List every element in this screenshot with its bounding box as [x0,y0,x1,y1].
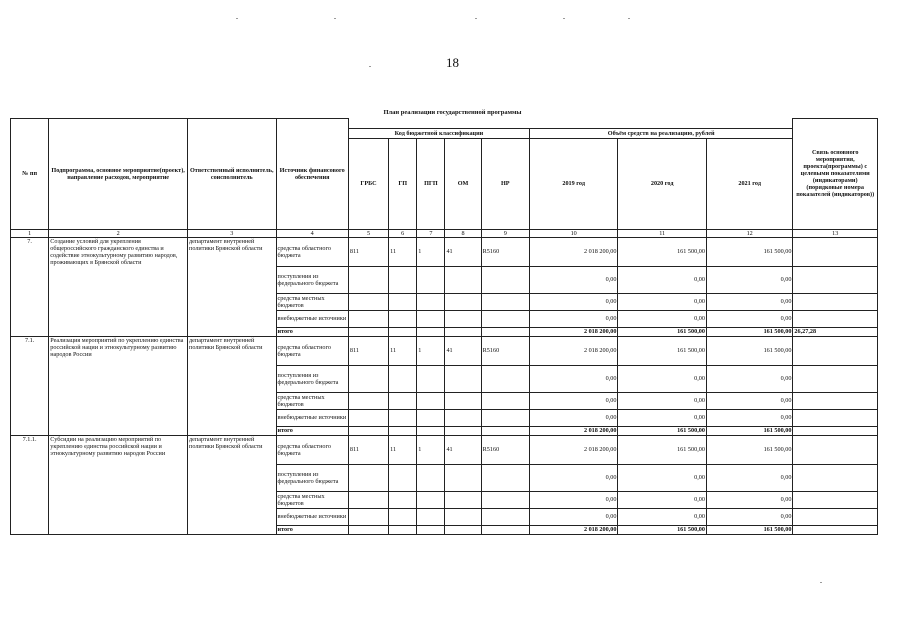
np-cell [481,310,529,327]
source-cell: итого [276,327,348,336]
amount-2020-cell: 0,00 [618,491,707,508]
amount-2019-cell: 0,00 [529,508,618,525]
grbs-cell [348,293,388,310]
source-cell: внебюджетные источники [276,310,348,327]
page-title: План реализации государственной программы [383,109,522,116]
amount-2020-cell: 0,00 [618,365,707,392]
amount-2021-cell: 0,00 [706,310,792,327]
amount-2019-cell: 0,00 [529,392,618,409]
column-number: 7 [417,229,445,237]
scan-speck [628,18,630,19]
amount-2021-cell: 161 500,00 [706,435,792,464]
indicator-link-cell [793,310,878,327]
amount-2019-cell: 0,00 [529,365,618,392]
om-cell [445,310,481,327]
page-number: 18 [446,55,459,70]
header-np: НР [481,138,529,229]
amount-2021-cell: 0,00 [706,365,792,392]
amount-2020-cell: 0,00 [618,392,707,409]
om-cell [445,327,481,336]
gp-cell [389,293,417,310]
column-number: 11 [618,229,707,237]
amount-2019-cell: 2 018 200,00 [529,435,618,464]
header-source: Источник финансового обеспечения [276,119,348,230]
header-kbk-group: Код бюджетной классификации [348,128,529,138]
amount-2019-cell: 2 018 200,00 [529,336,618,365]
amount-2021-cell: 161 500,00 [706,237,792,266]
header-volume-group: Объём средств на реализацию, рублей [529,128,792,138]
amount-2021-cell: 0,00 [706,409,792,426]
grbs-cell: 811 [348,435,388,464]
om-cell [445,426,481,435]
pgp-cell [417,310,445,327]
source-cell: поступления из федерального бюджета [276,464,348,491]
source-cell: итого [276,426,348,435]
pgp-cell [417,525,445,534]
amount-2021-cell: 161 500,00 [706,426,792,435]
np-cell [481,508,529,525]
grbs-cell [348,409,388,426]
pgp-cell [417,426,445,435]
gp-cell [389,266,417,293]
amount-2019-cell: 2 018 200,00 [529,237,618,266]
scan-speck [475,18,477,19]
om-cell: 41 [445,336,481,365]
amount-2019-cell: 0,00 [529,491,618,508]
header-2019: 2019 год [529,138,618,229]
column-number: 6 [389,229,417,237]
scan-speck [334,18,336,19]
column-number: 13 [793,229,878,237]
source-cell: внебюджетные источники [276,508,348,525]
indicator-link-cell [793,508,878,525]
grbs-cell [348,310,388,327]
responsible-executor: департамент внутренней политики Брянской области [188,237,277,336]
amount-2021-cell: 0,00 [706,293,792,310]
header-name: Подпрограмма, основное мероприятие(проект), направление расходов, мероприятие [49,119,188,230]
grbs-cell [348,491,388,508]
header-grbs: ГРБС [348,138,388,229]
header-pgp: ПГП [417,138,445,229]
amount-2020-cell: 0,00 [618,310,707,327]
grbs-cell: 811 [348,336,388,365]
source-cell: средства областного бюджета [276,435,348,464]
source-row-regional [11,435,878,464]
np-cell: R5160 [481,336,529,365]
indicator-link-cell [793,491,878,508]
amount-2019-cell: 0,00 [529,266,618,293]
np-cell [481,365,529,392]
row-number: 7.1. [11,336,49,435]
amount-2020-cell: 161 500,00 [618,237,707,266]
amount-2019-cell: 0,00 [529,310,618,327]
indicator-link-cell [793,336,878,365]
np-cell [481,409,529,426]
np-cell [481,525,529,534]
grbs-cell [348,392,388,409]
indicator-link-cell [793,237,878,266]
grbs-cell [348,327,388,336]
np-cell: R5160 [481,237,529,266]
source-row-regional [11,237,878,266]
amount-2021-cell: 0,00 [706,266,792,293]
source-cell: поступления из федерального бюджета [276,266,348,293]
pgp-cell [417,464,445,491]
pgp-cell [417,365,445,392]
header-om: ОМ [445,138,481,229]
np-cell: R5160 [481,435,529,464]
grbs-cell [348,426,388,435]
amount-2020-cell: 161 500,00 [618,435,707,464]
source-cell: средства областного бюджета [276,336,348,365]
amount-2021-cell: 161 500,00 [706,327,792,336]
amount-2020-cell: 161 500,00 [618,327,707,336]
source-cell: средства местных бюджетов [276,392,348,409]
grbs-cell [348,365,388,392]
indicator-link-cell [793,266,878,293]
pgp-cell [417,409,445,426]
pgp-cell [417,327,445,336]
header-executor: Ответственный исполнитель, соисполнитель [188,119,277,230]
amount-2021-cell: 0,00 [706,508,792,525]
source-row-regional [11,336,878,365]
indicator-link-cell [793,426,878,435]
gp-cell [389,508,417,525]
np-cell [481,266,529,293]
amount-2019-cell: 0,00 [529,464,618,491]
om-cell [445,491,481,508]
column-number: 3 [188,229,277,237]
pgp-cell: 1 [417,435,445,464]
gp-cell [389,426,417,435]
np-cell [481,392,529,409]
header-2021: 2021 год [706,138,792,229]
column-number: 9 [481,229,529,237]
activity-name: Субсидии на реализацию мероприятий по укреплению единства российской нации и этнокультурному развитию народов России [49,435,188,534]
amount-2021-cell: 161 500,00 [706,525,792,534]
amount-2020-cell: 0,00 [618,266,707,293]
amount-2020-cell: 0,00 [618,464,707,491]
amount-2020-cell: 161 500,00 [618,426,707,435]
gp-cell: 11 [389,435,417,464]
grbs-cell [348,464,388,491]
indicator-link-cell [793,525,878,534]
amount-2019-cell: 2 018 200,00 [529,525,618,534]
om-cell [445,392,481,409]
indicator-link-cell [793,293,878,310]
header-no: № пп [11,119,49,230]
amount-2021-cell: 0,00 [706,491,792,508]
amount-2020-cell: 0,00 [618,409,707,426]
gp-cell [389,464,417,491]
om-cell [445,266,481,293]
grbs-cell [348,525,388,534]
row-number: 7. [11,237,49,336]
column-number: 12 [706,229,792,237]
row-number: 7.1.1. [11,435,49,534]
om-cell [445,365,481,392]
om-cell [445,409,481,426]
pgp-cell [417,266,445,293]
source-cell: средства местных бюджетов [276,293,348,310]
source-cell: поступления из федерального бюджета [276,365,348,392]
pgp-cell: 1 [417,237,445,266]
om-cell [445,525,481,534]
column-number: 8 [445,229,481,237]
np-cell [481,491,529,508]
indicator-link-cell [793,409,878,426]
gp-cell: 11 [389,237,417,266]
amount-2019-cell: 2 018 200,00 [529,426,618,435]
np-cell [481,464,529,491]
np-cell [481,293,529,310]
pgp-cell [417,491,445,508]
amount-2020-cell: 161 500,00 [618,525,707,534]
responsible-executor: департамент внутренней политики Брянской области [188,435,277,534]
header-link: Связь основного мероприятия, проекта(программы) с целевыми показателями (индикаторами) (порядковые номера показателей (индикаторов)) [793,119,878,230]
pgp-cell [417,392,445,409]
scan-speck [563,18,565,19]
source-cell: средства местных бюджетов [276,491,348,508]
amount-2019-cell: 2 018 200,00 [529,327,618,336]
source-cell: средства областного бюджета [276,237,348,266]
scan-speck [820,582,822,583]
column-number: 10 [529,229,618,237]
scan-speck [236,18,238,19]
amount-2021-cell: 0,00 [706,392,792,409]
om-cell [445,293,481,310]
indicator-link-cell: 26,27,28 [793,327,878,336]
indicator-link-cell [793,365,878,392]
pgp-cell: 1 [417,336,445,365]
om-cell [445,508,481,525]
indicator-link-cell [793,464,878,491]
gp-cell [389,409,417,426]
gp-cell [389,310,417,327]
plan-body [11,237,878,534]
om-cell: 41 [445,435,481,464]
gp-cell [389,327,417,336]
grbs-cell [348,508,388,525]
amount-2021-cell: 0,00 [706,464,792,491]
amount-2020-cell: 0,00 [618,508,707,525]
column-number: 1 [11,229,49,237]
source-cell: внебюджетные источники [276,409,348,426]
amount-2021-cell: 161 500,00 [706,336,792,365]
activity-name: Создание условий для укрепления общероссийского гражданского единства и содействие этнокультурному развитию народов, проживающих в Брянской области [49,237,188,336]
pgp-cell [417,508,445,525]
grbs-cell [348,266,388,293]
source-cell: итого [276,525,348,534]
column-number: 4 [276,229,348,237]
om-cell: 41 [445,237,481,266]
column-number-row [11,229,878,237]
amount-2019-cell: 0,00 [529,293,618,310]
gp-cell [389,491,417,508]
gp-cell: 11 [389,336,417,365]
amount-2020-cell: 0,00 [618,293,707,310]
gp-cell [389,525,417,534]
grbs-cell: 811 [348,237,388,266]
column-number: 5 [348,229,388,237]
header-2020: 2020 год [618,138,707,229]
om-cell [445,464,481,491]
program-plan-table [10,118,878,535]
header-gp: ГП [389,138,417,229]
column-number: 2 [49,229,188,237]
gp-cell [389,365,417,392]
amount-2019-cell: 0,00 [529,409,618,426]
gp-cell [389,392,417,409]
indicator-link-cell [793,435,878,464]
amount-2020-cell: 161 500,00 [618,336,707,365]
activity-name: Реализация мероприятий по укреплению единства российской нации и этнокультурному развитию народов России [49,336,188,435]
indicator-link-cell [793,392,878,409]
np-cell [481,327,529,336]
responsible-executor: департамент внутренней политики Брянской области [188,336,277,435]
np-cell [481,426,529,435]
pgp-cell [417,293,445,310]
